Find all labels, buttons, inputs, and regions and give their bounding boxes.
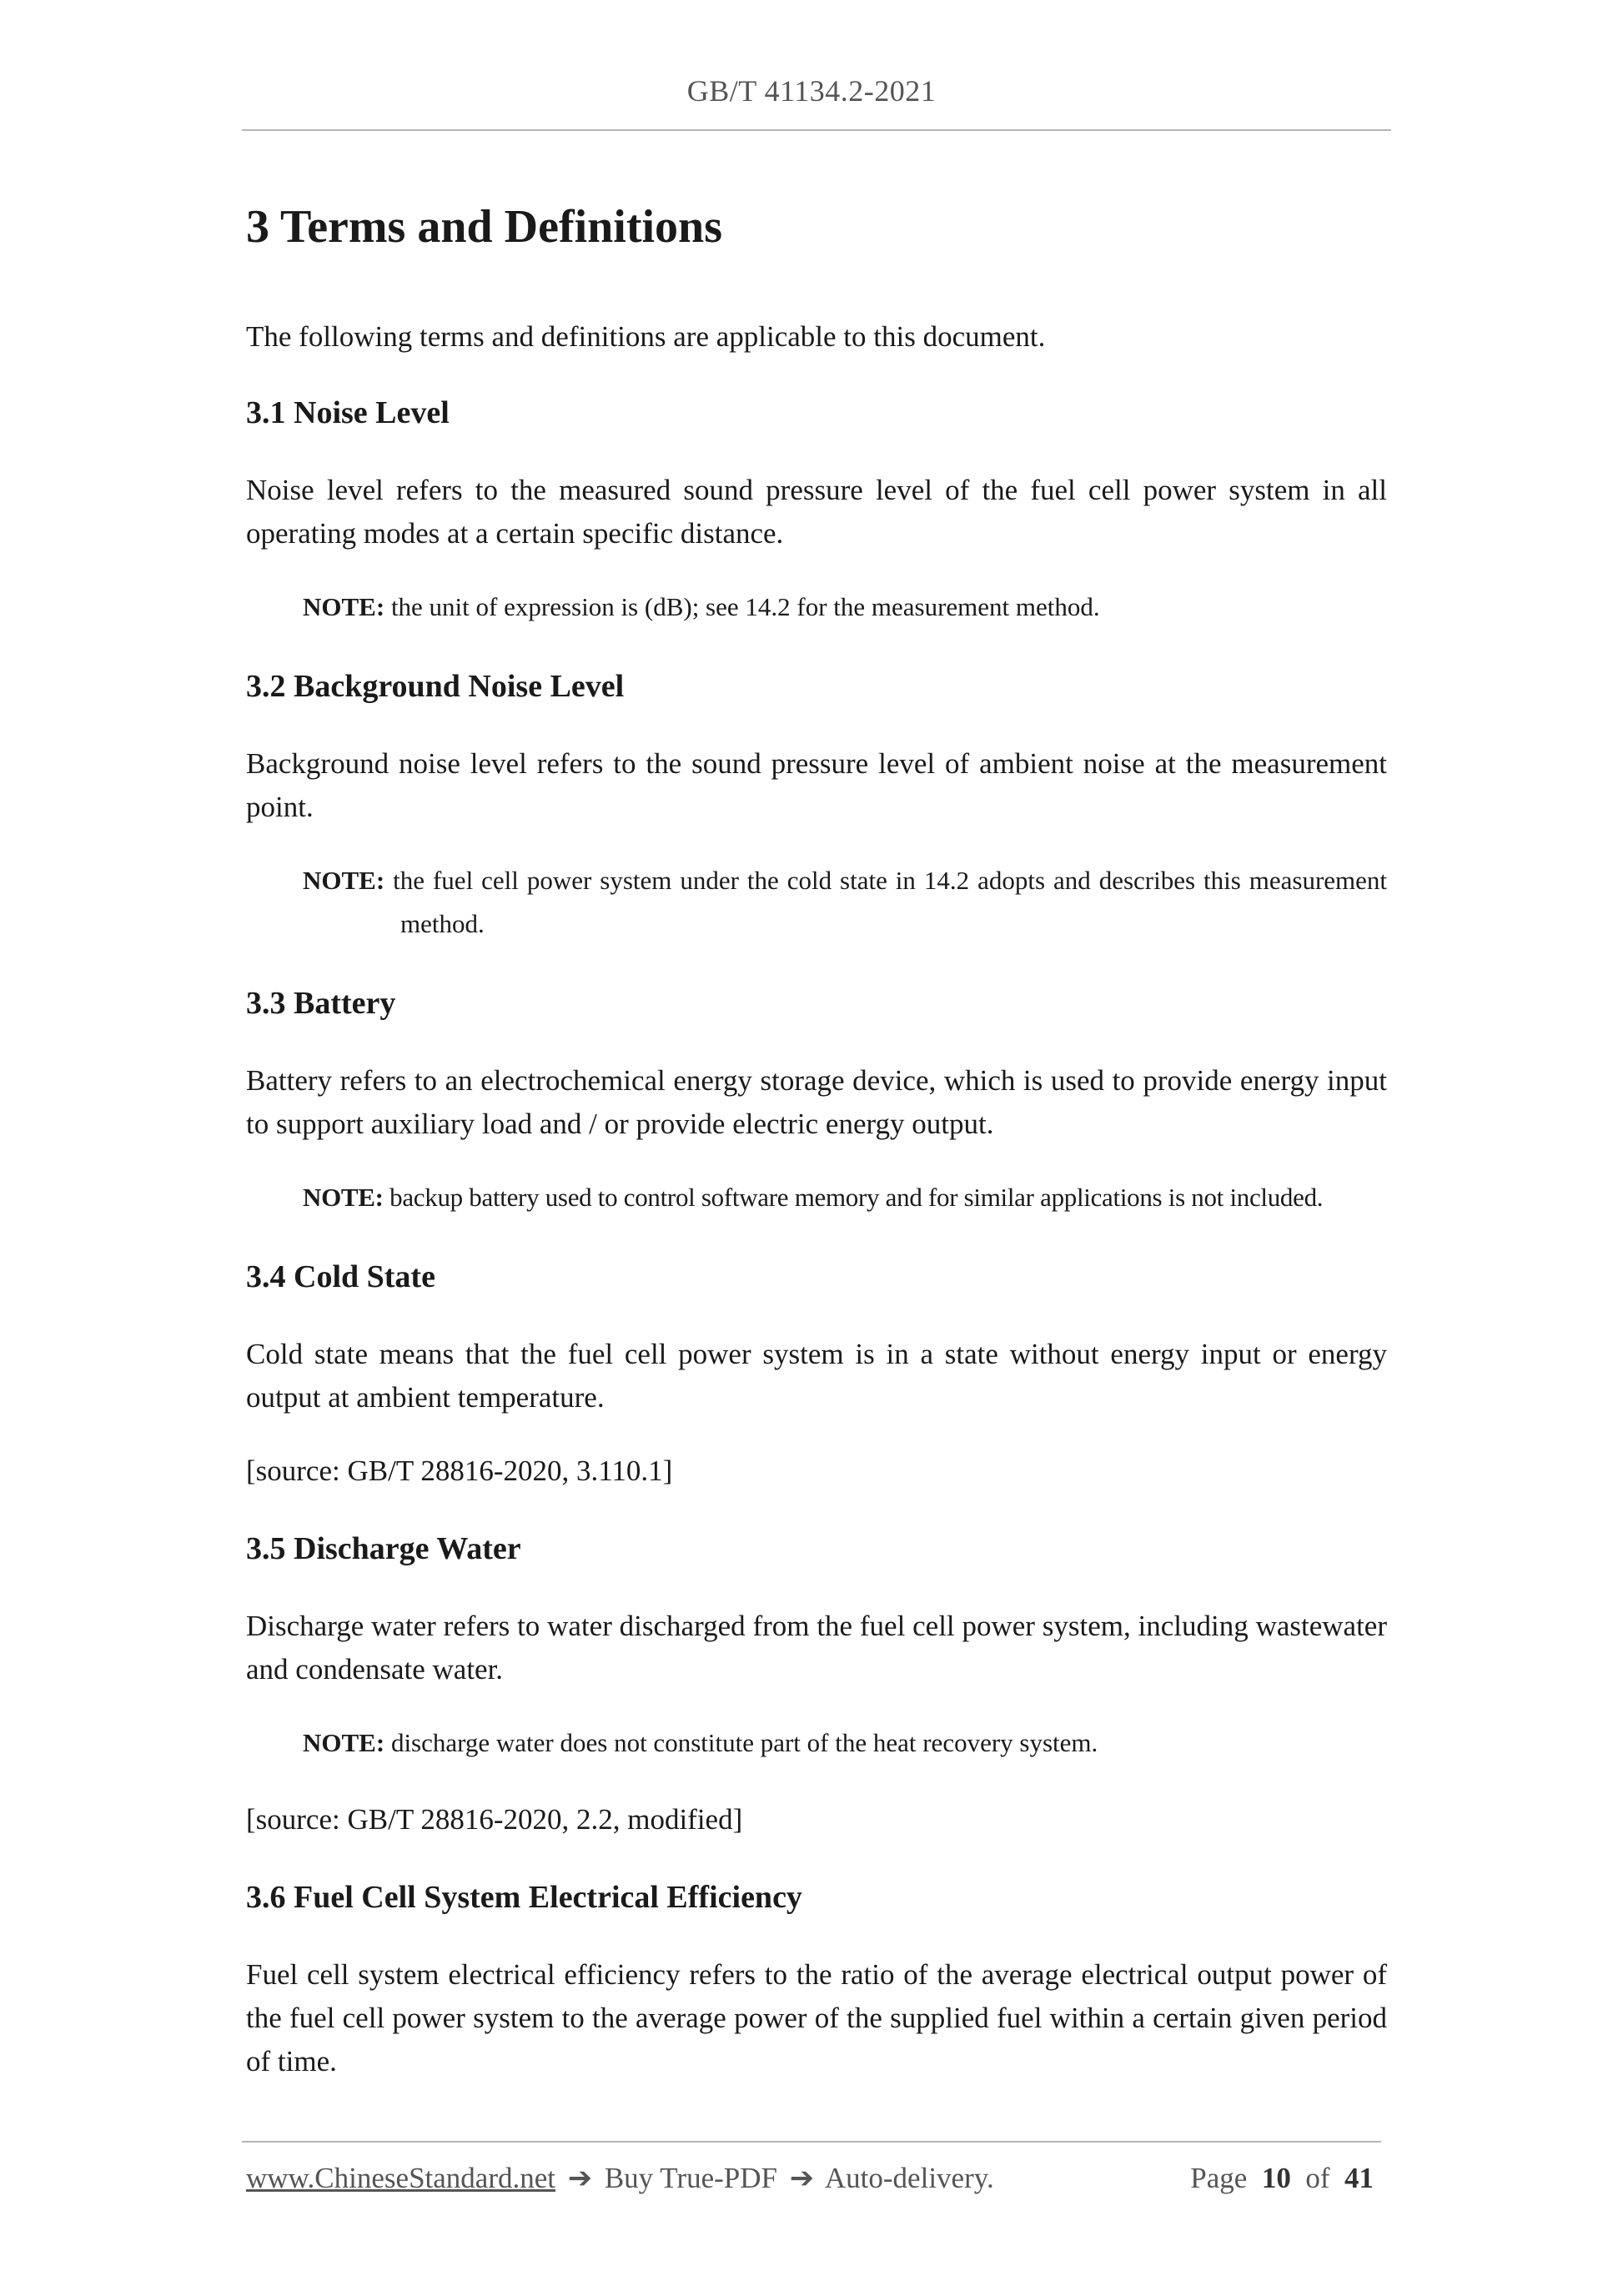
note-label: NOTE:: [303, 1728, 385, 1757]
term-title-3-5: 3.5 Discharge Water: [246, 1531, 521, 1566]
term-definition-3-5: Discharge water refers to water discharged from the fuel cell power system, including wastewater and condensate water.: [246, 1610, 1387, 1686]
footer-divider: [242, 2141, 1381, 2143]
note-body: the fuel cell power system under the cold state in 14.2 adopts and describes this measurement method.: [393, 866, 1388, 938]
term-definition-3-3: Battery refers to an electrochemical energy storage device, which is used to provide energy input to support auxiliary load and / or provide electric energy output.: [246, 1064, 1387, 1140]
arrow-right-icon: ➔: [789, 2162, 815, 2194]
auto-delivery-text: Auto-delivery.: [824, 2162, 994, 2194]
total-page-number: 41: [1344, 2162, 1374, 2194]
document-code-header: GB/T 41134.2-2021: [686, 74, 937, 108]
note-label: NOTE:: [303, 592, 385, 621]
arrow-right-icon: ➔: [567, 2162, 593, 2194]
page-footer: [246, 2162, 1374, 2205]
term-definition-3-2: Background noise level refers to the sound pressure level of ambient noise at the measurement point.: [246, 747, 1387, 823]
term-title-3-2: 3.2 Background Noise Level: [246, 669, 625, 704]
note-label: NOTE:: [303, 1183, 384, 1212]
term-note-3-3: [303, 1176, 1387, 1219]
current-page-number: 10: [1261, 2162, 1291, 2194]
section-intro: The following terms and definitions are applicable to this document.: [246, 320, 1046, 353]
page-content: [246, 192, 1387, 2113]
term-title-3-3: 3.3 Battery: [246, 986, 396, 1021]
website-link[interactable]: www.ChineseStandard.net: [246, 2162, 555, 2194]
term-definition-3-6: Fuel cell system electrical efficiency refers to the ratio of the average electrical output power of the fuel cell power system to the average power of the supplied fuel within a certain given period of time.: [246, 1958, 1387, 2077]
term-source-3-5: [source: GB/T 28816-2020, 2.2, modified]: [246, 1803, 743, 1836]
page-indicator: [1190, 2162, 1374, 2195]
note-body: the unit of expression is (dB); see 14.2 for the measurement method.: [390, 592, 1100, 621]
term-title-3-1: 3.1 Noise Level: [246, 395, 450, 430]
page-label: Page: [1190, 2162, 1248, 2194]
header-divider: [242, 129, 1391, 131]
term-source-3-4: [source: GB/T 28816-2020, 3.110.1]: [246, 1454, 673, 1487]
footer-promo: [246, 2162, 994, 2195]
term-title-3-4: 3.4 Cold State: [246, 1259, 435, 1294]
buy-true-pdf-text: Buy True-PDF: [604, 2162, 777, 2194]
term-definition-3-4: Cold state means that the fuel cell power system is in a state without energy input or energy output at ambient temperature.: [246, 1338, 1387, 1414]
term-definition-3-1: Noise level refers to the measured sound pressure level of the fuel cell power system in all operating modes at a certain specific distance.: [246, 474, 1387, 550]
section-title: 3 Terms and Definitions: [246, 201, 722, 253]
note-body: backup battery used to control software memory and for similar applications is not included.: [389, 1183, 1324, 1212]
term-note-3-1: [303, 585, 1387, 629]
note-body: discharge water does not constitute part of the heat recovery system.: [390, 1728, 1098, 1757]
term-note-3-2: [303, 859, 1387, 946]
note-label: NOTE:: [303, 866, 385, 895]
term-note-3-5: [303, 1721, 1387, 1765]
page-of-label: of: [1305, 2162, 1330, 2194]
term-title-3-6: 3.6 Fuel Cell System Electrical Efficiency: [246, 1880, 802, 1915]
